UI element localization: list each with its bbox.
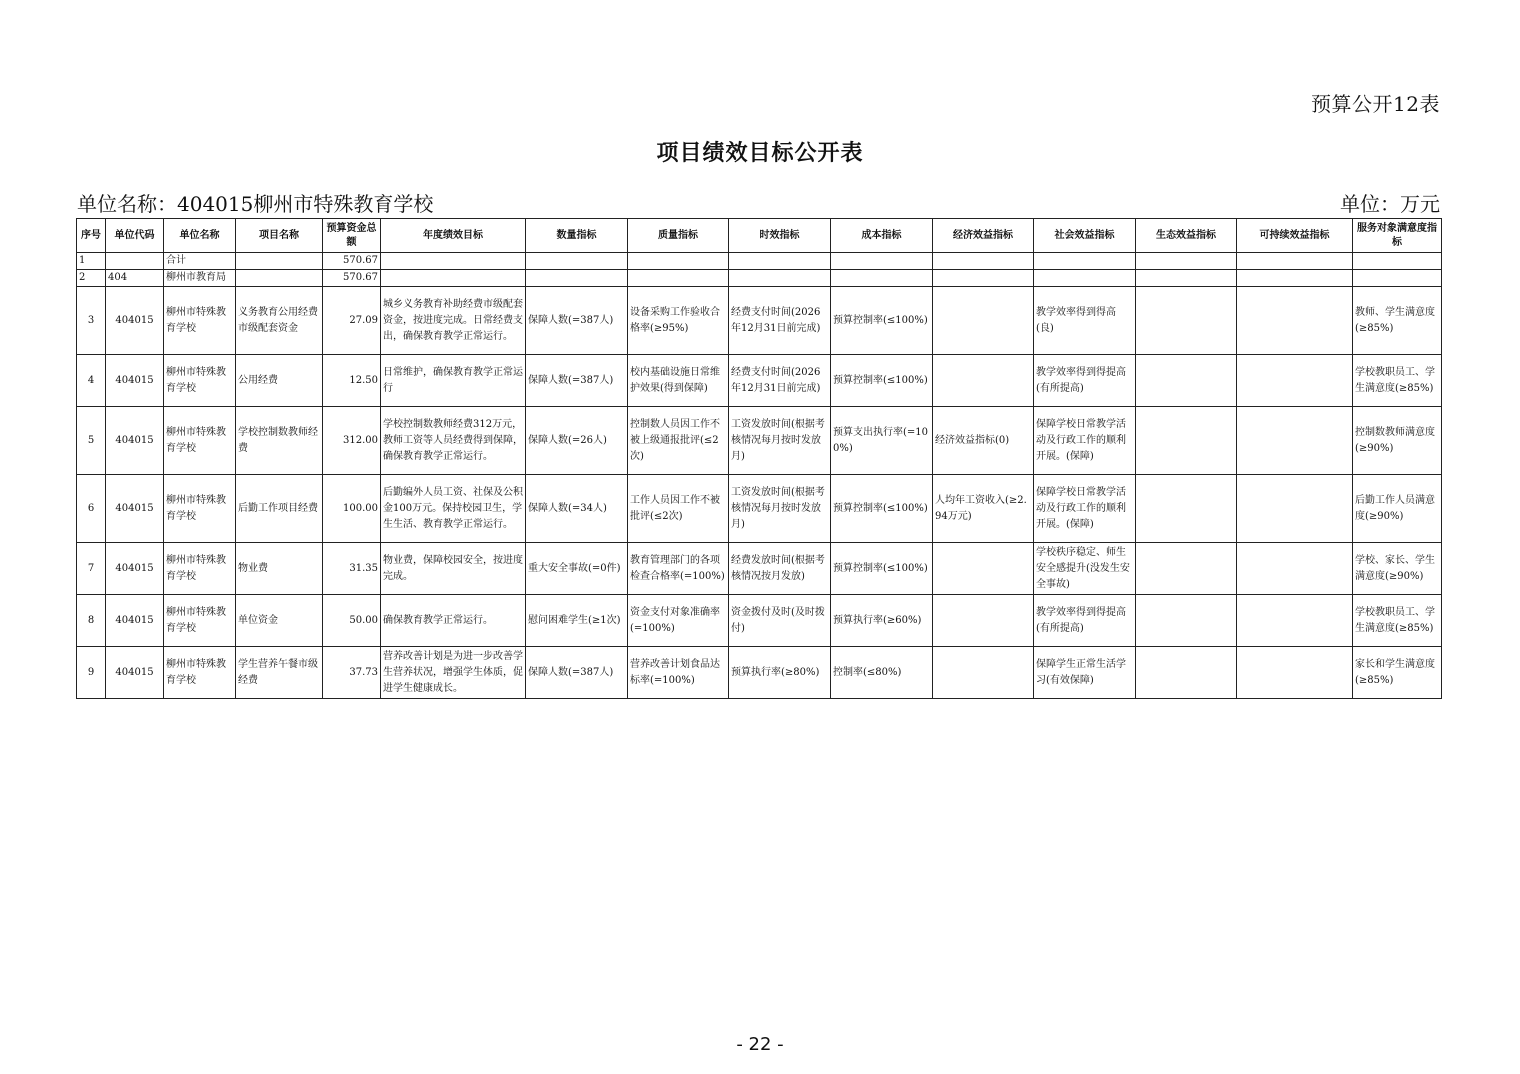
table-row: [77, 407, 1442, 475]
cell-project-name: [236, 253, 323, 270]
page-number: - 22 -: [736, 1034, 784, 1055]
cell-empty: [1034, 270, 1136, 287]
cell-project-name: 单位资金: [236, 595, 323, 647]
header-quantity: 数量指标: [526, 219, 628, 253]
cell-quality: 设备采购工作验收合格率(≥95%): [628, 287, 729, 355]
cell-social: 保障学校日常教学活动及行政工作的顺利开展。(保障): [1034, 475, 1136, 543]
cell-empty: [1237, 253, 1353, 270]
cell-seq: 1: [77, 253, 106, 270]
cell-economic: [933, 287, 1034, 355]
cell-amount: 37.73: [323, 647, 381, 699]
cell-unit-code: 404015: [106, 595, 164, 647]
cell-ecological: [1136, 475, 1237, 543]
cell-annual-goal: 日常维护，确保教育教学正常运行: [381, 355, 526, 407]
cell-annual-goal: 营养改善计划是为进一步改善学生营养状况，增强学生体质，促进学生健康成长。: [381, 647, 526, 699]
header-unit-code: 单位代码: [106, 219, 164, 253]
cell-quantity: 慰问困难学生(≥1次): [526, 595, 628, 647]
performance-table: [76, 218, 1442, 699]
cell-unit-name: 柳州市特殊教育学校: [164, 287, 236, 355]
table-row: [77, 355, 1442, 407]
cell-unit-name: 柳州市特殊教育学校: [164, 543, 236, 595]
cell-seq: 2: [77, 270, 106, 287]
table-row: [77, 475, 1442, 543]
cell-economic: [933, 595, 1034, 647]
cell-sustainable: [1237, 407, 1353, 475]
cell-empty: [1136, 253, 1237, 270]
cell-unit-name: 柳州市特殊教育学校: [164, 407, 236, 475]
cell-unit-name: 柳州市特殊教育学校: [164, 647, 236, 699]
cell-empty: [628, 253, 729, 270]
cell-unit-code: 404015: [106, 407, 164, 475]
header-annual-goal: 年度绩效目标: [381, 219, 526, 253]
cell-timeliness: 经费发放时间(根据考核情况按月发放): [729, 543, 831, 595]
header-budget-amount: 预算资金总额: [323, 219, 381, 253]
cell-satisfaction: 学校、家长、学生满意度(≥90%): [1353, 543, 1442, 595]
cell-ecological: [1136, 595, 1237, 647]
table-header-row: [77, 219, 1442, 253]
cell-cost: 预算控制率(≤100%): [831, 475, 933, 543]
page-title: 项目绩效目标公开表: [656, 140, 864, 166]
cell-cost: 预算控制率(≤100%): [831, 355, 933, 407]
cell-amount: 100.00: [323, 475, 381, 543]
cell-unit-name: 柳州市特殊教育学校: [164, 475, 236, 543]
table-row: [77, 595, 1442, 647]
cell-quality: 营养改善计划食品达标率(=100%): [628, 647, 729, 699]
cell-ecological: [1136, 647, 1237, 699]
cell-quantity: 保障人数(=26人): [526, 407, 628, 475]
cell-seq: 9: [77, 647, 106, 699]
cell-empty: [933, 270, 1034, 287]
cell-unit-name: 柳州市教育局: [164, 270, 236, 287]
cell-social: 教学效率得到得提高(有所提高): [1034, 355, 1136, 407]
cell-satisfaction: 教师、学生满意度(≥85%): [1353, 287, 1442, 355]
cell-unit-code: 404015: [106, 647, 164, 699]
cell-timeliness: 工资发放时间(根据考核情况每月按时发放月): [729, 475, 831, 543]
cell-project-name: 物业费: [236, 543, 323, 595]
cell-empty: [1353, 270, 1442, 287]
cell-quality: 资金支付对象准确率(=100%): [628, 595, 729, 647]
cell-sustainable: [1237, 355, 1353, 407]
cell-satisfaction: 控制数教师满意度(≥90%): [1353, 407, 1442, 475]
cell-ecological: [1136, 407, 1237, 475]
cell-social: 保障学校日常教学活动及行政工作的顺利开展。(保障): [1034, 407, 1136, 475]
cell-timeliness: 经费支付时间(2026年12月31日前完成): [729, 355, 831, 407]
cell-project-name: 学生营养午餐市级经费: [236, 647, 323, 699]
cell-unit-code: 404015: [106, 475, 164, 543]
cell-seq: 8: [77, 595, 106, 647]
cell-amount: 27.09: [323, 287, 381, 355]
cell-empty: [1237, 270, 1353, 287]
header-satisfaction: 服务对象满意度指标: [1353, 219, 1442, 253]
table-code: 预算公开12表: [1311, 92, 1440, 116]
header-social: 社会效益指标: [1034, 219, 1136, 253]
cell-empty: [1136, 270, 1237, 287]
cell-satisfaction: 后勤工作人员满意度(≥90%): [1353, 475, 1442, 543]
cell-amount: 12.50: [323, 355, 381, 407]
cell-project-name: 后勤工作项目经费: [236, 475, 323, 543]
cell-timeliness: 工资发放时间(根据考核情况每月按时发放月): [729, 407, 831, 475]
unit-name-label: 单位名称：404015柳州市特殊教育学校: [77, 192, 434, 216]
cell-quantity: 重大安全事故(=0件): [526, 543, 628, 595]
table-row: [77, 287, 1442, 355]
cell-project-name: [236, 270, 323, 287]
cell-sustainable: [1237, 595, 1353, 647]
cell-empty: [933, 253, 1034, 270]
cell-unit-name: 合计: [164, 253, 236, 270]
header-economic: 经济效益指标: [933, 219, 1034, 253]
cell-unit-code: 404015: [106, 287, 164, 355]
cell-satisfaction: 学校教职员工、学生满意度(≥85%): [1353, 355, 1442, 407]
cell-annual-goal: 城乡义务教育补助经费市级配套资金，按进度完成。日常经费支出，确保教育教学正常运行。: [381, 287, 526, 355]
summary-row-total: [77, 253, 1442, 270]
cell-unit-code: 404: [106, 270, 164, 287]
cell-amount: 312.00: [323, 407, 381, 475]
cell-seq: 6: [77, 475, 106, 543]
cell-social: 学校秩序稳定、师生安全感提升(没发生安全事故): [1034, 543, 1136, 595]
cell-unit-name: 柳州市特殊教育学校: [164, 355, 236, 407]
cell-timeliness: 经费支付时间(2026年12月31日前完成): [729, 287, 831, 355]
cell-economic: [933, 355, 1034, 407]
cell-quality: 校内基础设施日常维护效果(得到保障): [628, 355, 729, 407]
summary-row-bureau: [77, 270, 1442, 287]
cell-social: 保障学生正常生活学习(有效保障): [1034, 647, 1136, 699]
cell-empty: [831, 253, 933, 270]
cell-cost: 控制率(≤80%): [831, 647, 933, 699]
cell-cost: 预算控制率(≤100%): [831, 543, 933, 595]
currency-unit-label: 单位：万元: [1340, 192, 1440, 216]
cell-unit-code: 404015: [106, 543, 164, 595]
cell-unit-name: 柳州市特殊教育学校: [164, 595, 236, 647]
cell-empty: [1353, 253, 1442, 270]
table-row: [77, 647, 1442, 699]
cell-annual-goal: 确保教育教学正常运行。: [381, 595, 526, 647]
cell-empty: [526, 253, 628, 270]
cell-empty: [381, 253, 526, 270]
cell-quantity: 保障人数(=34人): [526, 475, 628, 543]
cell-amount: 570.67: [323, 253, 381, 270]
cell-sustainable: [1237, 287, 1353, 355]
cell-ecological: [1136, 543, 1237, 595]
cell-empty: [628, 270, 729, 287]
header-cost: 成本指标: [831, 219, 933, 253]
cell-project-name: 公用经费: [236, 355, 323, 407]
unit-info-line: [77, 188, 1440, 218]
cell-empty: [1034, 253, 1136, 270]
cell-empty: [729, 253, 831, 270]
header-ecological: 生态效益指标: [1136, 219, 1237, 253]
cell-timeliness: 预算执行率(≥80%): [729, 647, 831, 699]
cell-ecological: [1136, 287, 1237, 355]
cell-unit-code: [106, 253, 164, 270]
cell-project-name: 学校控制数教师经费: [236, 407, 323, 475]
header-project-name: 项目名称: [236, 219, 323, 253]
cell-seq: 4: [77, 355, 106, 407]
header-sustainable: 可持续效益指标: [1237, 219, 1353, 253]
cell-social: 教学效率得到得提高(有所提高): [1034, 595, 1136, 647]
cell-ecological: [1136, 355, 1237, 407]
cell-satisfaction: 学校教职员工、学生满意度(≥85%): [1353, 595, 1442, 647]
cell-cost: 预算支出执行率(=100%): [831, 407, 933, 475]
header-seq: 序号: [77, 219, 106, 253]
cell-quality: 工作人员因工作不被批评(≤2次): [628, 475, 729, 543]
cell-timeliness: 资金拨付及时(及时拨付): [729, 595, 831, 647]
cell-quantity: 保障人数(=387人): [526, 287, 628, 355]
cell-project-name: 义务教育公用经费市级配套资金: [236, 287, 323, 355]
cell-sustainable: [1237, 543, 1353, 595]
cell-seq: 7: [77, 543, 106, 595]
cell-empty: [381, 270, 526, 287]
cell-cost: 预算执行率(≥60%): [831, 595, 933, 647]
cell-seq: 3: [77, 287, 106, 355]
cell-annual-goal: 物业费，保障校园安全，按进度完成。: [381, 543, 526, 595]
cell-annual-goal: 后勤编外人员工资、社保及公积金100万元。保持校园卫生，学生生活、教育教学正常运行。: [381, 475, 526, 543]
cell-quality: 教育管理部门的各项检查合格率(=100%): [628, 543, 729, 595]
cell-quantity: 保障人数(=387人): [526, 355, 628, 407]
cell-empty: [831, 270, 933, 287]
cell-satisfaction: 家长和学生满意度(≥85%): [1353, 647, 1442, 699]
cell-economic: 经济效益指标(0): [933, 407, 1034, 475]
header-quality: 质量指标: [628, 219, 729, 253]
cell-economic: 人均年工资收入(≥2.94万元): [933, 475, 1034, 543]
cell-economic: [933, 543, 1034, 595]
header-unit-name: 单位名称: [164, 219, 236, 253]
cell-annual-goal: 学校控制数教师经费312万元，教师工资等人员经费得到保障，确保教育教学正常运行。: [381, 407, 526, 475]
cell-social: 教学效率得到得高(良): [1034, 287, 1136, 355]
cell-amount: 50.00: [323, 595, 381, 647]
cell-quantity: 保障人数(=387人): [526, 647, 628, 699]
cell-sustainable: [1237, 647, 1353, 699]
cell-sustainable: [1237, 475, 1353, 543]
cell-seq: 5: [77, 407, 106, 475]
table-row: [77, 543, 1442, 595]
cell-empty: [526, 270, 628, 287]
cell-quality: 控制数人员因工作不被上级通报批评(≤2次): [628, 407, 729, 475]
cell-amount: 570.67: [323, 270, 381, 287]
cell-empty: [729, 270, 831, 287]
cell-unit-code: 404015: [106, 355, 164, 407]
header-timeliness: 时效指标: [729, 219, 831, 253]
cell-cost: 预算控制率(≤100%): [831, 287, 933, 355]
cell-amount: 31.35: [323, 543, 381, 595]
cell-economic: [933, 647, 1034, 699]
